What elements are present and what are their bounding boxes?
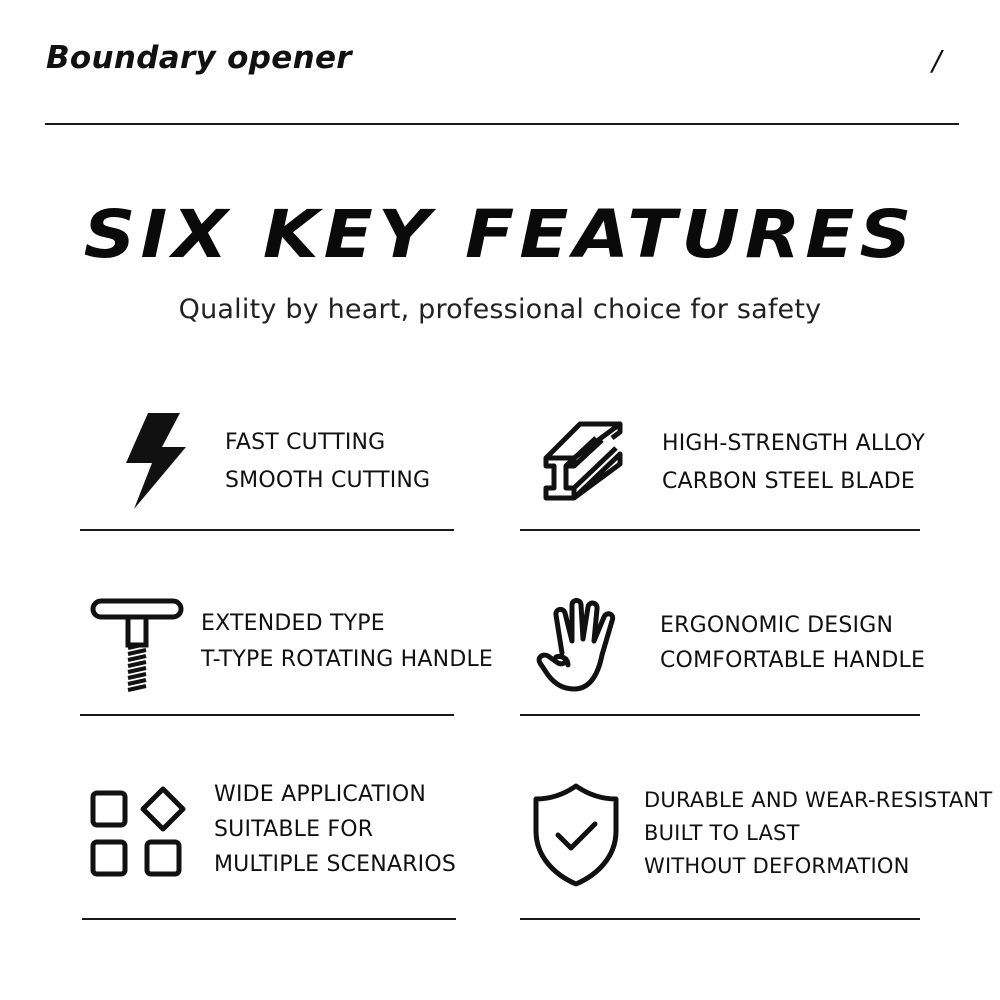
feature-line: SMOOTH CUTTING [225,468,431,493]
feature-line: BUILT TO LAST [644,821,800,845]
feature-line: FAST CUTTING [225,430,386,455]
feature-line: DURABLE AND WEAR-RESISTANT [644,788,993,812]
feature-line: SUITABLE FOR [214,817,374,842]
page-subtitle: Quality by heart, professional choice for safety [178,294,822,325]
feature-line: COMFORTABLE HANDLE [660,648,926,673]
header-divider [45,123,959,125]
feature-extended-type [201,611,493,672]
feature-line: WITHOUT DEFORMATION [644,854,910,878]
lightning-icon [122,413,188,509]
feature-durable [644,788,992,878]
feature-divider [80,529,454,531]
feature-divider [520,714,920,716]
feature-high-strength [662,431,925,494]
feature-line: WIDE APPLICATION [214,782,427,807]
t-handle-icon [90,598,186,692]
feature-divider [520,529,920,531]
header-slash: / [932,44,942,77]
feature-line: EXTENDED TYPE [201,611,385,636]
feature-line: CARBON STEEL BLADE [662,469,915,494]
feature-line: HIGH-STRENGTH ALLOY [662,431,925,456]
feature-wide-application [214,782,456,877]
feature-ergonomic [660,613,925,673]
grid-shapes-icon [90,786,186,878]
hand-icon [536,597,628,693]
feature-divider [80,714,454,716]
feature-line: MULTIPLE SCENARIOS [214,852,457,877]
feature-line: T-TYPE ROTATING HANDLE [201,647,494,672]
feature-fast-cutting [225,430,430,493]
shield-check-icon [533,783,619,887]
page-title: SIX KEY FEATURES [83,195,917,273]
brand-name: Boundary opener [46,40,352,76]
feature-divider [82,918,456,920]
feature-line: ERGONOMIC DESIGN [660,613,894,638]
steel-beam-icon [540,418,626,502]
feature-divider [520,918,920,920]
